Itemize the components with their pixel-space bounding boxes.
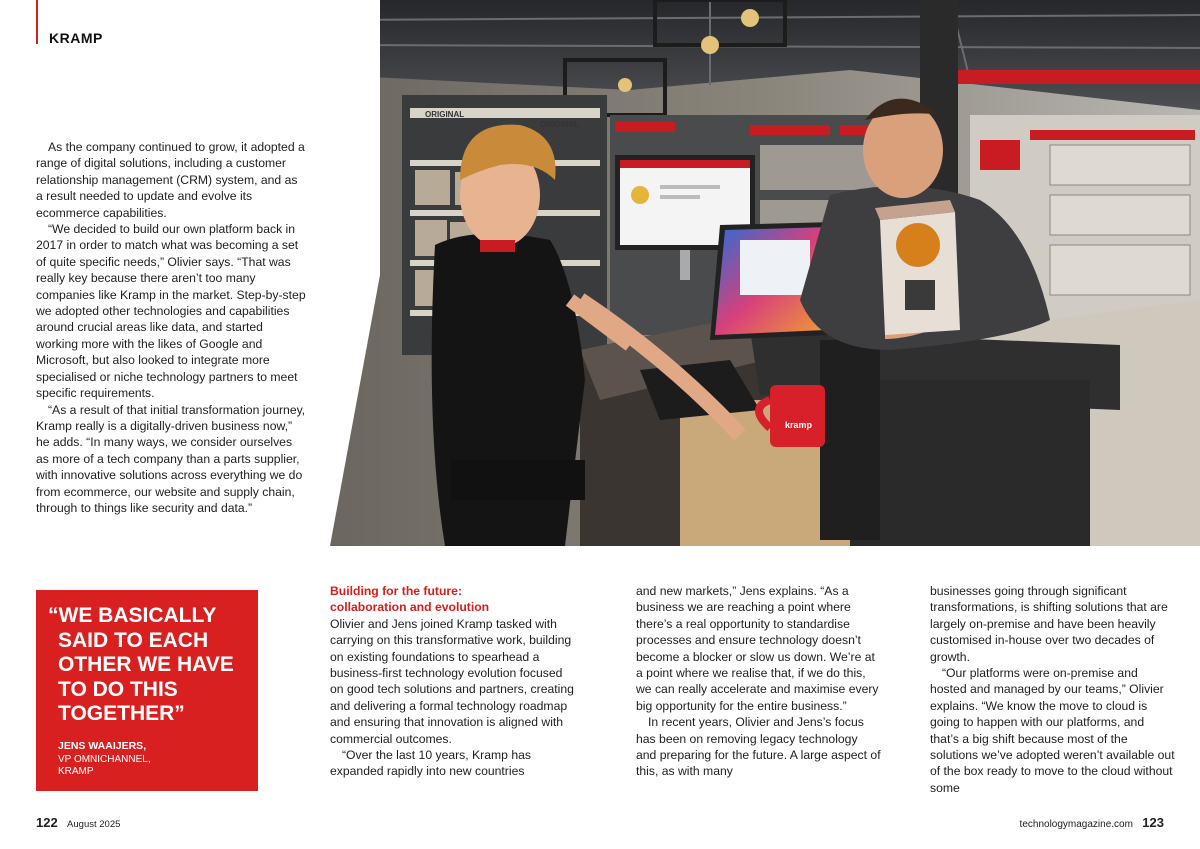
column-1-text [330,583,575,780]
paragraph: In recent years, Olivier and Jens’s focus has been on removing legacy technology and preparing for the future. A large aspect of this, as with many [636,715,881,779]
footer-left [36,815,120,830]
brand-label: KRAMP [49,30,103,46]
paragraph: “Over the last 10 years, Kramp has expanded rapidly into new countries [330,748,531,779]
pull-quote-line: OTHER WE HAVE [58,653,234,676]
pull-quote-line: TO DO THIS [58,677,178,701]
shelf-sign-right: ORIGINAL [540,120,580,129]
paragraph: and new markets,” Jens explains. “As a business we are reaching a point where there’s a real opportunity to standardise processes and ensure technology doesn’t become a blocker or slow us down. We’re at a point where we realise that, if we do this, we can really accelerate and maximise every big opportunity for the entire business.” [636,584,879,713]
site-url: technologymagazine.com [1019,819,1133,830]
brand-rule [36,0,38,44]
page-number-right: 123 [1142,815,1164,830]
left-column-text [36,139,306,516]
paragraph: Olivier and Jens joined Kramp tasked with carrying on this transformative work, building on existing foundations to spearhead a business-first technology evolution focused on good tech solutions and partners, creating and delivering a formal technology roadmap and ensuring that innovation is aligned with commercial outcomes. [330,616,574,746]
column-3-text [930,583,1175,796]
page-number-left: 122 [36,815,58,830]
footer-right [1020,815,1164,830]
feature-photo [330,0,1200,546]
issue-date: August 2025 [67,819,121,830]
section-heading: Building for the future: [330,584,463,598]
pull-quote-name: JENS WAAIJERS, [58,740,147,752]
paragraph: “As a result of that initial transformation journey, Kramp really is a digitally-driven business now,” he adds. “In many ways, we consider ourselves as more of a tech company than a parts supplier, with innovative solutions across everything we do from ecommerce, our website and supply chain, through to things like security and data.” [36,402,306,515]
section-heading: collaboration and evolution [330,600,490,615]
shelf-sign-left: ORIGINAL [425,110,465,119]
paragraph: businesses going through significant transformations, is shifting solutions that are largely on-premise and have been heavily customised in-house over two decades of growth. [930,584,1168,664]
pull-quote-line: SAID TO EACH [58,628,209,652]
pull-quote-text [48,604,253,727]
pull-quote-line: “WE BASICALLY [48,604,217,627]
paragraph: “Our platforms were on-premise and hosted and managed by our teams,” Olivier explains. “We know the move to cloud is going to happen with our platforms, and that’s a big shift because most of the solutions we’ve adopted weren’t available out of the box ready to move to the cloud without some [930,666,1175,795]
pull-quote-line: TOGETHER” [58,702,185,725]
column-2-text [636,583,881,780]
paragraph: “We decided to build our own platform back in 2017 in order to match what was becoming a set of quite specific needs,” Olivier says. “That was really key because there aren’t too many companies like Kramp in the market. Step-by-step we adopted other technologies and capabilities around crucial areas like data, and started working more with the likes of Google and Microsoft, but also looked to integrate more specialised or niche technology partners to meet specific requirements. [36,222,306,401]
pull-quote-company: KRAMP [58,766,94,777]
paragraph: As the company continued to grow, it adopted a range of digital solutions, including a customer relationship management (CRM) system, and as a result needed to update and evolve its ecommerce capabilities. [36,140,305,220]
mug-logo: kramp [785,420,813,430]
pull-quote-role: VP OMNICHANNEL, [58,754,151,765]
pull-quote-box [36,590,258,791]
